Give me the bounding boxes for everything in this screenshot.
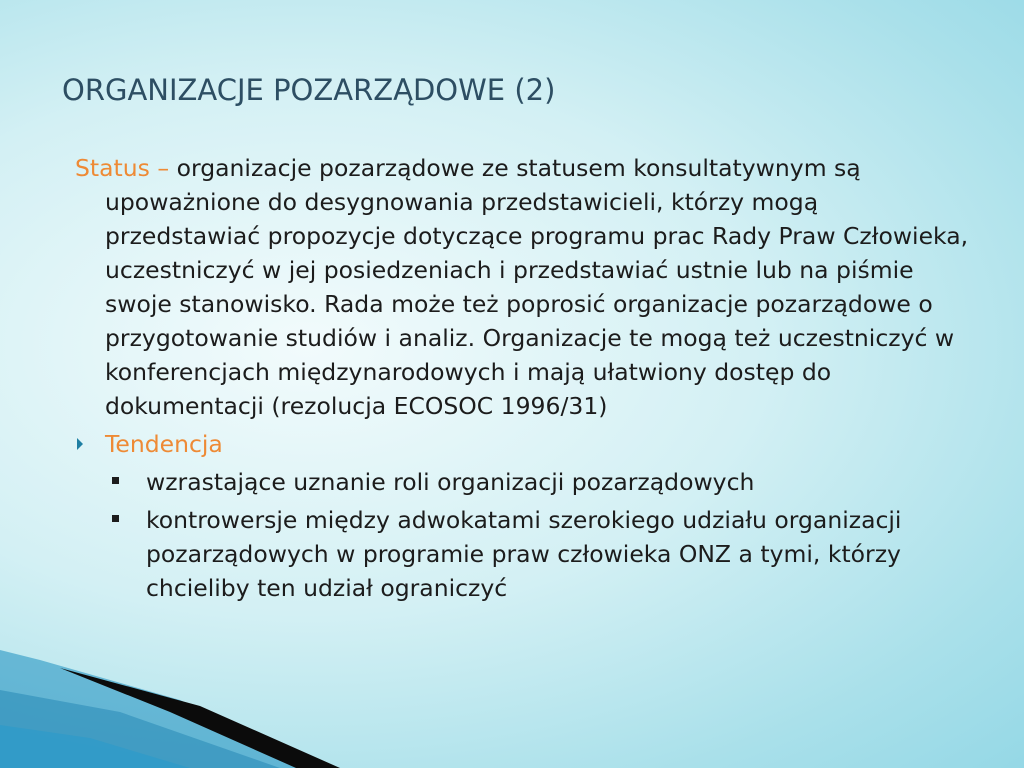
status-text: organizacje pozarządowe ze statusem konsultatywnym są upoważnione do desygnowania przedstawicieli, którzy mogą przedstawiać propozycje dotyczące programu prac Rady Praw Człowieka, uczestniczyć w jej posiedzeniach i przedstawiać ustnie lub na piśmie swoje stanowisko. Rada może też poprosić organizacje pozarządowe o przygotowanie studiów i analiz. Organizacje te mogą też uczestniczyć w konferencjach międzynarodowych i mają ułatwiony dostęp do dokumentacji (rezolucja ECOSOC 1996/31)	[105, 154, 969, 420]
section-label: Tendencja	[105, 430, 223, 458]
square-bullet-icon	[112, 477, 119, 484]
list-item-text: wzrastające uznanie roli organizacji pozarządowych	[146, 468, 755, 496]
slide-title: ORGANIZACJE POZARZĄDOWE (2)	[62, 73, 556, 107]
list-item	[75, 465, 975, 499]
list-item	[75, 503, 975, 605]
status-label: Status –	[75, 154, 177, 182]
slide-body	[75, 151, 975, 605]
triangle-bullet-icon	[77, 438, 83, 450]
status-paragraph	[75, 151, 975, 423]
list-item-text: kontrowersje między adwokatami szerokiego udziału organizacji pozarządowych w programie praw człowieka ONZ a tymi, którzy chcieliby ten udział ograniczyć	[146, 506, 902, 602]
section-tendencja	[75, 427, 975, 461]
square-bullet-icon	[112, 515, 119, 522]
